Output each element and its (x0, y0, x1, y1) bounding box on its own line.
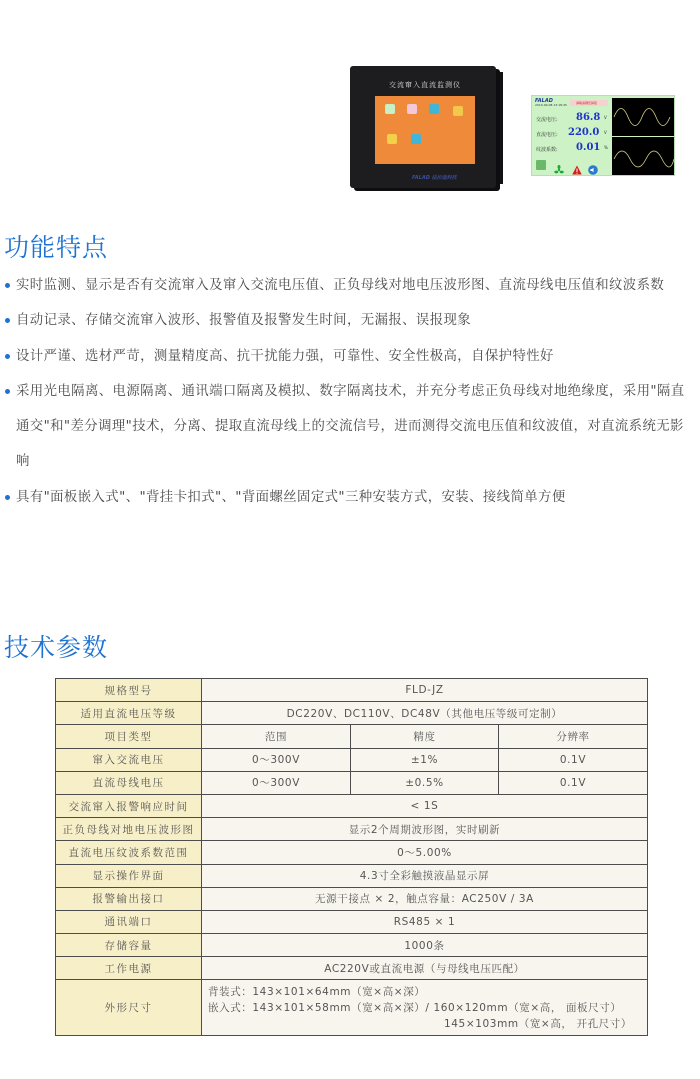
feature-text: 采用光电隔离、电源隔离、通讯端口隔离及模拟、数字隔离技术，并充分考虑正负母线对地绝缘度，采用"隔直通交"和"差分调理"技术，分离、提取直流母线上的交流信号，进而测得交流电压值和纹波值，对直流系统无影响 (16, 383, 685, 470)
dimension-line: 145×103mm（宽×高， 开孔尺寸） (444, 1017, 632, 1030)
table-row (56, 934, 648, 957)
feature-text: 设计严谨、选材严苛，测量精度高、抗干扰能力强，可靠性、安全性极高，自保护特性好 (16, 348, 554, 364)
column-header: 分辨率 (499, 725, 648, 748)
table-row (56, 864, 648, 887)
row-value: 1000条 (202, 934, 648, 957)
system-app-icon (387, 134, 397, 144)
row-value: 4.3寸全彩触摸液晶显示屏 (202, 864, 648, 887)
feature-item (0, 303, 700, 338)
alarm-app-icon (429, 104, 439, 114)
row-label: 规格型号 (56, 679, 202, 702)
waveform-app-icon (385, 104, 395, 114)
row-value: 无源干接点 × 2，触点容量：AC250V / 3A (202, 887, 648, 910)
range-cell: 0～300V (202, 771, 351, 794)
row-label: 通讯端口 (56, 910, 202, 933)
speaker-icon (588, 160, 598, 170)
feature-text: 实时监测、显示是否有交流窜入及窜入交流电压值、正负母线对地电压波形图、直流母线电压值和纹波系数 (16, 278, 665, 293)
alarm-icon (572, 160, 582, 170)
row-label: 外形尺寸 (56, 980, 202, 1036)
table-row (56, 771, 648, 794)
feature-text: 具有"面板嵌入式"、"背挂卡扣式"、"背面螺丝固定式"三种安装方式，安装、接线简单方便 (16, 489, 566, 505)
screen-datetime: 2019-09-08 13:18:45 (535, 103, 567, 107)
table-row (56, 725, 648, 748)
reading-value: 86.8 (576, 112, 601, 123)
row-value: < 1S (202, 794, 648, 817)
feature-item (0, 339, 700, 374)
row-value: 0～5.00% (202, 841, 648, 864)
screen-logo: FALAD (535, 98, 553, 104)
reading-value: 0.01 (576, 142, 601, 153)
feature-item (0, 480, 700, 515)
specs-heading: 技术参数 (4, 633, 109, 662)
table-row (56, 679, 648, 702)
resolution-cell: 0.1V (499, 771, 648, 794)
table-row (56, 841, 648, 864)
bullet-dot-icon (5, 495, 10, 500)
table-row (56, 887, 648, 910)
bullet-dot-icon (5, 354, 10, 359)
bullet-dot-icon (5, 283, 10, 288)
feature-item (0, 268, 700, 303)
table-row (56, 748, 648, 771)
row-label: 交流窜入报警响应时间 (56, 794, 202, 817)
device-title: 交流窜入直流监测仪 (389, 81, 461, 89)
row-label: 正负母线对地电压波形图 (56, 818, 202, 841)
reading-label: 直流电压: (536, 132, 558, 138)
column-header: 范围 (202, 725, 351, 748)
table-row (56, 794, 648, 817)
device-brand: FALAD 法拉迪科技 (412, 175, 457, 181)
feature-item (0, 374, 700, 480)
table-row (56, 980, 648, 1036)
row-label: 直流电压纹波系数范围 (56, 841, 202, 864)
reading-label: 交流电压: (536, 117, 558, 123)
table-row (56, 957, 648, 980)
screen-warning: 请取消键空间报 (570, 100, 608, 106)
accuracy-cell: ±0.5% (351, 771, 499, 794)
reading-unit: % (604, 145, 608, 150)
table-row (56, 818, 648, 841)
row-value: FLD-JZ (202, 679, 648, 702)
dimension-line: 背装式：143×101×64mm（宽×高×深） (208, 985, 426, 998)
device-body (350, 66, 496, 188)
table-row (56, 910, 648, 933)
row-value: AC220V或直流电源（与母线电压匹配） (202, 957, 648, 980)
row-label: 适用直流电压等级 (56, 702, 202, 725)
specs-table (55, 678, 648, 1036)
fan-icon (554, 160, 564, 170)
dc-waveform-chart (612, 137, 674, 175)
reading-value: 220.0 (568, 127, 600, 138)
row-label: 窜入交流电压 (56, 748, 202, 771)
table-row (56, 702, 648, 725)
ac-waveform-chart (612, 98, 674, 136)
bullet-dot-icon (5, 389, 10, 394)
row-label: 直流母线电压 (56, 771, 202, 794)
record-app-icon (407, 104, 417, 114)
row-value: 显示2个周期波形图，实时刷新 (202, 818, 648, 841)
row-label: 显示操作界面 (56, 864, 202, 887)
row-label: 存储容量 (56, 934, 202, 957)
bullet-dot-icon (5, 318, 10, 323)
row-label: 工作电源 (56, 957, 202, 980)
column-header: 精度 (351, 725, 499, 748)
dimension-line: 嵌入式：143×101×58mm（宽×高×深）/ 160×120mm（宽×高， 面板尺寸） (208, 1001, 622, 1014)
accuracy-cell: ±1% (351, 748, 499, 771)
resolution-cell: 0.1V (499, 748, 648, 771)
settings-app-icon (453, 106, 463, 116)
row-label: 项目类型 (56, 725, 202, 748)
about-app-icon (411, 134, 421, 144)
features-heading: 功能特点 (4, 233, 109, 262)
reading-unit: V (604, 130, 607, 135)
dimensions-value (202, 980, 648, 1036)
row-label: 报警输出接口 (56, 887, 202, 910)
reading-label: 纹波系数: (536, 147, 558, 153)
device-screen (375, 96, 475, 164)
range-cell: 0～300V (202, 748, 351, 771)
features-list (0, 268, 700, 515)
product-photo (348, 64, 503, 190)
row-value: RS485 × 1 (202, 910, 648, 933)
reading-unit: V (604, 115, 607, 120)
screen-mockup (531, 95, 675, 176)
feature-text: 自动记录、存储交流窜入波形、报警值及报警发生时间，无漏报、误报现象 (16, 313, 472, 329)
menu-icon (536, 160, 546, 170)
row-value: DC220V、DC110V、DC48V（其他电压等级可定制） (202, 702, 648, 725)
